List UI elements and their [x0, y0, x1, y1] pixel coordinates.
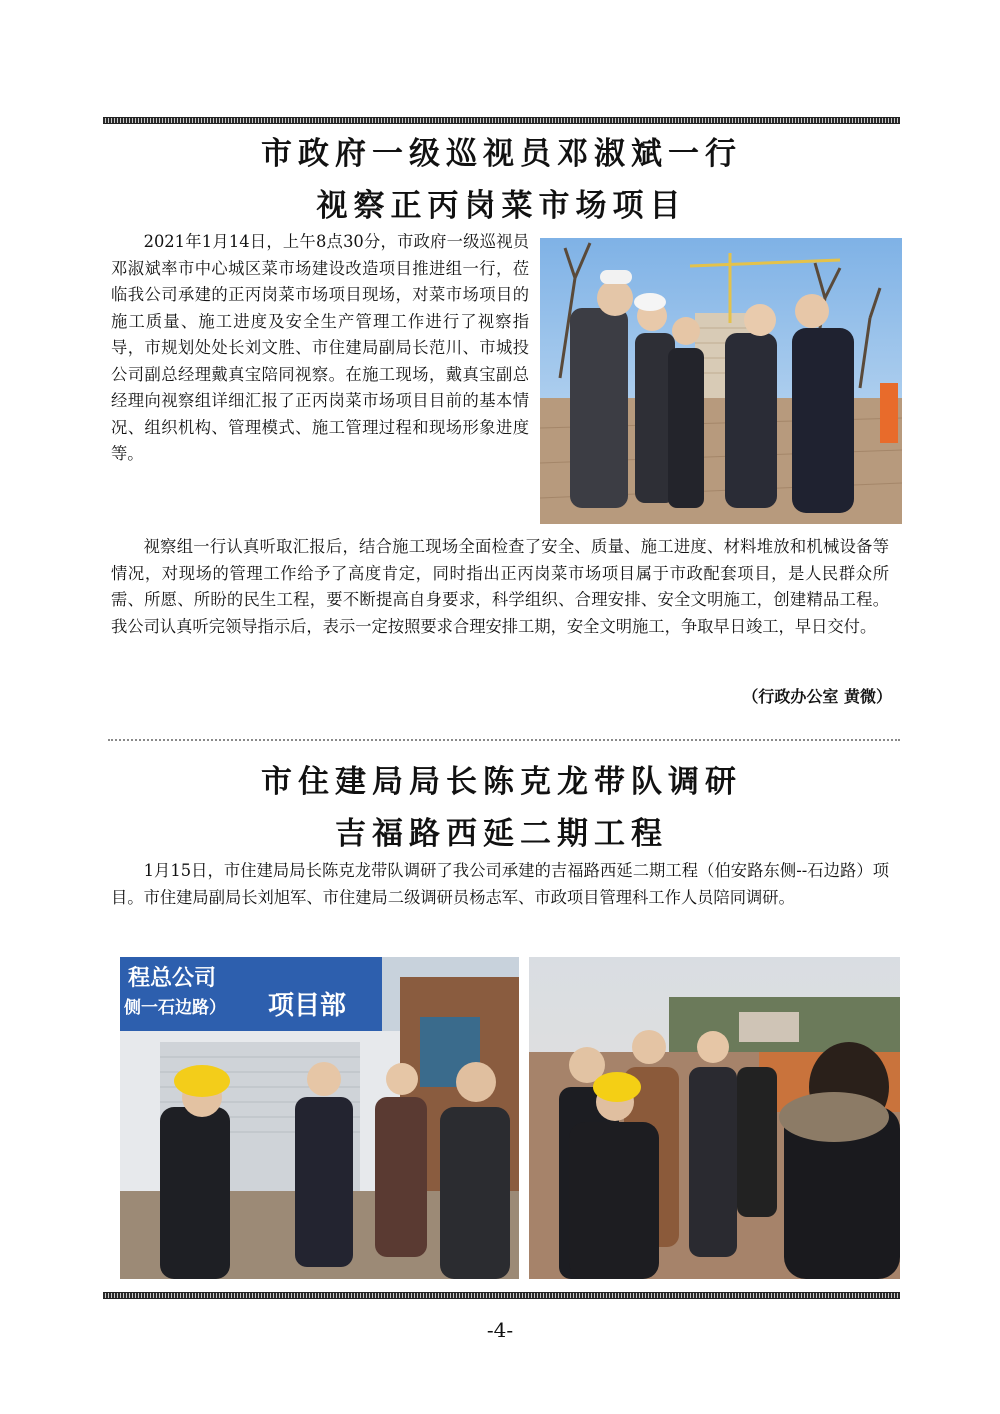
- article2-road-site-photo: [529, 957, 900, 1279]
- top-double-rule: [103, 117, 900, 124]
- sign-line3: 项目部: [268, 991, 347, 1021]
- article1-paragraph-1: 2021年1月14日，上午8点30分，市政府一级巡视员邓淑斌率市中心城区菜市场建设改造项目推进组一行，莅临我公司承建的正丙岗菜市场项目现场，对菜市场项目的施工质量、施工进度及安全生产管理工作进行了视察指导，市规划处处长刘文胜、市住建局副局长范川、市城投公司副总经理戴真宝陪同视察。在施工现场，戴真宝副总经理向视察组详细汇报了正丙岗菜市场项目目前的基本情况、组织机构、管理模式、施工管理过程和现场形象进度等。: [111, 232, 529, 463]
- article1-title-line1: 市政府一级巡视员邓淑斌一行: [261, 136, 742, 172]
- article2-project-office-photo: [120, 957, 519, 1279]
- article1-byline: （行政办公室 黄微）: [742, 687, 892, 706]
- article2-paragraph-1: 1月15日，市住建局局长陈克龙带队调研了我公司承建的吉福路西延二期工程（伯安路东侧--石边路）项目。市住建局副局长刘旭军、市住建局二级调研员杨志军、市政项目管理科工作人员陪同调研。: [111, 861, 889, 907]
- bottom-double-rule: [103, 1292, 900, 1299]
- sign-line1: 程总公司: [128, 966, 217, 991]
- page-number: -4-: [486, 1318, 514, 1342]
- article1-title-line2: 视察正丙岗菜市场项目: [316, 188, 687, 224]
- article1-site-inspection-photo: [540, 238, 902, 524]
- article1-paragraph-2: 视察组一行认真听取汇报后，结合施工现场全面检查了安全、质量、施工进度、材料堆放和机械设备等情况，对现场的管理工作给予了高度肯定，同时指出正丙岗菜市场项目属于市政配套项目，是人民群众所需、所愿、所盼的民生工程，要不断提高自身要求，科学组织、合理安排、安全文明施工，创建精品工程。我公司认真听完领导指示后，表示一定按照要求合理安排工期，安全文明施工，争取早日竣工，早日交付。: [111, 537, 889, 636]
- sign-line2: 侧一石边路）: [124, 998, 226, 1018]
- section-divider: [108, 739, 900, 741]
- article2-title-line1: 市住建局局长陈克龙带队调研: [261, 764, 742, 800]
- article2-title-line2: 吉福路西延二期工程: [335, 816, 668, 852]
